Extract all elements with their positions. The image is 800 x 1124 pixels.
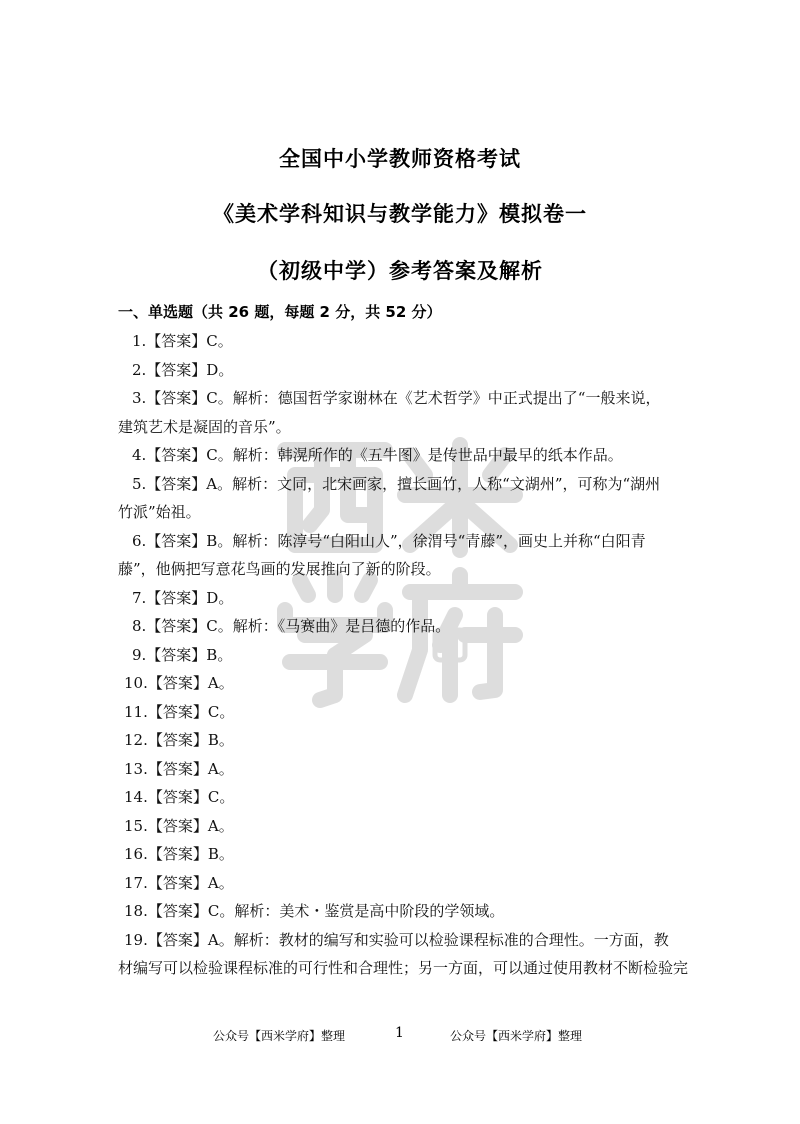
answer-continuation-line: 材编写可以检验课程标准的可行性和合理性；另一方面，可以通过使用教材不断检验完 [118, 959, 689, 977]
answer-key-title: （初级中学）参考答案及解析 [257, 259, 543, 283]
answer-line: 11.【答案】C。 [124, 702, 235, 721]
answer-continuation-line: 竹派”始祖。 [118, 503, 201, 521]
page-footer [0, 1027, 800, 1047]
answer-continuation-line: 建筑艺术是凝固的音乐”。 [118, 417, 291, 436]
answer-line: 1.【答案】C。 [132, 332, 233, 350]
answer-line: 2.【答案】D。 [132, 360, 234, 379]
answer-line: 13.【答案】A。 [124, 759, 234, 778]
answer-line: 5.【答案】A。解析：文同，北宋画家，擅长画竹，人称“文湖州”，可称为“湖州 [132, 474, 661, 493]
answer-line: 3.【答案】C。解析：德国哲学家谢林在《艺术哲学》中正式提出了“一般来说， [132, 389, 661, 407]
answer-line: 8.【答案】C。解析：《马赛曲》是吕德的作品。 [132, 617, 451, 635]
page-number: 1 [395, 1025, 404, 1041]
answer-line: 9.【答案】B。 [132, 645, 233, 664]
answer-line: 7.【答案】D。 [132, 588, 234, 607]
answer-line: 10.【答案】A。 [124, 674, 234, 692]
footer-right-credit: 公众号【西米学府】整理 [450, 1029, 583, 1043]
answer-line: 4.【答案】C。解析：韩滉所作的《五牛图》是传世品中最早的纸本作品。 [132, 446, 623, 464]
footer-left-credit: 公众号【西米学府】整理 [213, 1029, 346, 1043]
answer-line: 18.【答案】C。解析：美术・鉴赏是高中阶段的学领域。 [124, 902, 505, 920]
answer-line: 17.【答案】A。 [124, 873, 234, 892]
answer-line: 19.【答案】A。解析：教材的编写和实验可以检验课程标准的合理性。一方面，教 [124, 930, 669, 949]
answer-line: 12.【答案】B。 [124, 731, 234, 749]
answer-line: 15.【答案】A。 [124, 816, 234, 835]
exam-subject-title: 《美术学科知识与教学能力》模拟卷一 [213, 202, 587, 226]
exam-title: 全国中小学教师资格考试 [279, 147, 521, 171]
answer-line: 16.【答案】B。 [124, 845, 234, 863]
answer-line: 14.【答案】C。 [124, 788, 235, 806]
answer-continuation-line: 藤”，他俩把写意花鸟画的发展推向了新的阶段。 [118, 560, 441, 578]
section-heading: 一、单选题（共 26 题，每题 2 分，共 52 分） [118, 303, 442, 321]
answer-line: 6.【答案】B。解析：陈淳号“白阳山人”，徐渭号“青藤”，画史上并称“白阳青 [132, 531, 646, 550]
